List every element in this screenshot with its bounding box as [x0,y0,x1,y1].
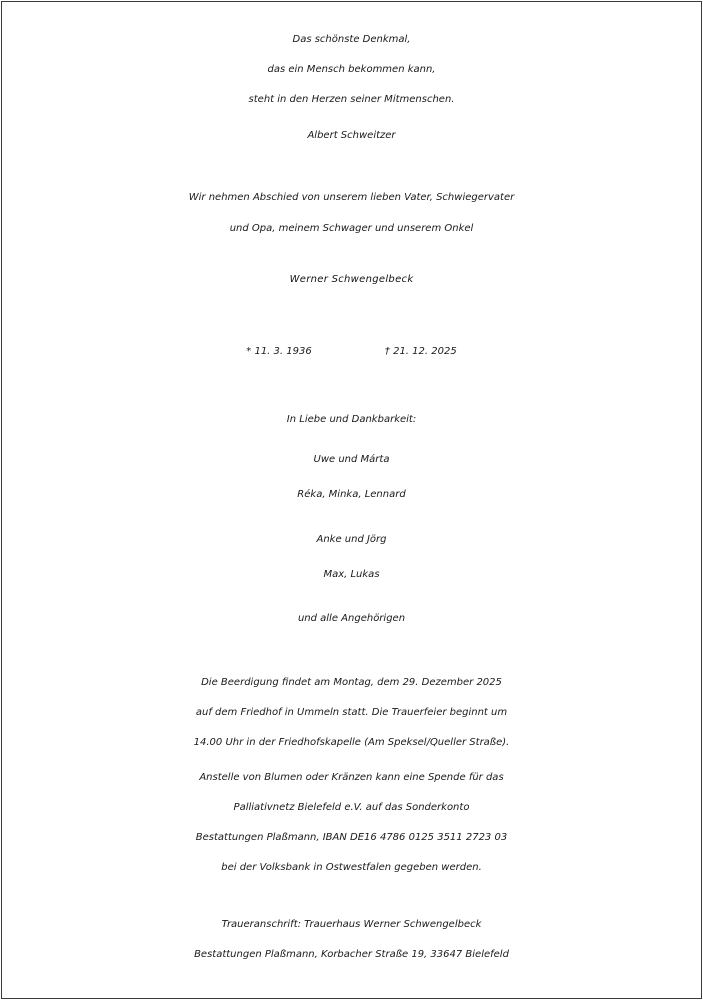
mourner-line: Anke und Jörg [316,534,387,545]
mourner-line: Max, Lukas [323,569,380,580]
address-line: Bestattungen Plaßmann, Korbacher Straße 19, 33647 Bielefeld [194,949,509,960]
address-line: Traueranschrift: Trauerhaus Werner Schwengelbeck [221,919,482,930]
intro-line-2: und Opa, meinem Schwager und unserem Onkel [229,223,474,234]
deceased-name: Werner Schwengelbeck [289,274,414,285]
death-date: † 21. 12. 2025 [384,346,457,357]
mourners-heading: In Liebe und Dankbarkeit: [286,414,417,425]
birth-date: * 11. 3. 1936 [246,346,312,357]
funeral-info-line: Die Beerdigung findet am Montag, dem 29. Dezember 2025 [201,677,502,688]
quote-line-2: das ein Mensch bekommen kann, [267,64,436,75]
mourner-line: Uwe und Márta [313,454,390,465]
life-dates [2,346,701,357]
mourner-line: Réka, Minka, Lennard [297,489,406,500]
funeral-info-line: bei der Volksbank in Ostwestfalen gegeben werden. [221,862,482,873]
funeral-info-line: Bestattungen Plaßmann, IBAN DE16 4786 0125 3511 2723 03 [195,832,508,843]
obituary-notice [1,1,702,999]
quote-author: Albert Schweitzer [307,130,396,141]
quote-line-3: steht in den Herzen seiner Mitmenschen. [248,94,455,105]
funeral-info-line: auf dem Friedhof in Ummeln statt. Die Trauerfeier beginnt um [195,707,508,718]
quote-line-1: Das schönste Denkmal, [292,34,411,45]
funeral-info-line: Anstelle von Blumen oder Kränzen kann eine Spende für das [199,772,504,783]
funeral-info-line: Palliativnetz Bielefeld e.V. auf das Sonderkonto [233,802,470,813]
intro-line-1: Wir nehmen Abschied von unserem lieben Vater, Schwiegervater [188,192,515,203]
funeral-info-line: 14.00 Uhr in der Friedhofskapelle (Am Speksel/Queller Straße). [193,737,510,748]
mourner-line: und alle Angehörigen [297,613,406,624]
